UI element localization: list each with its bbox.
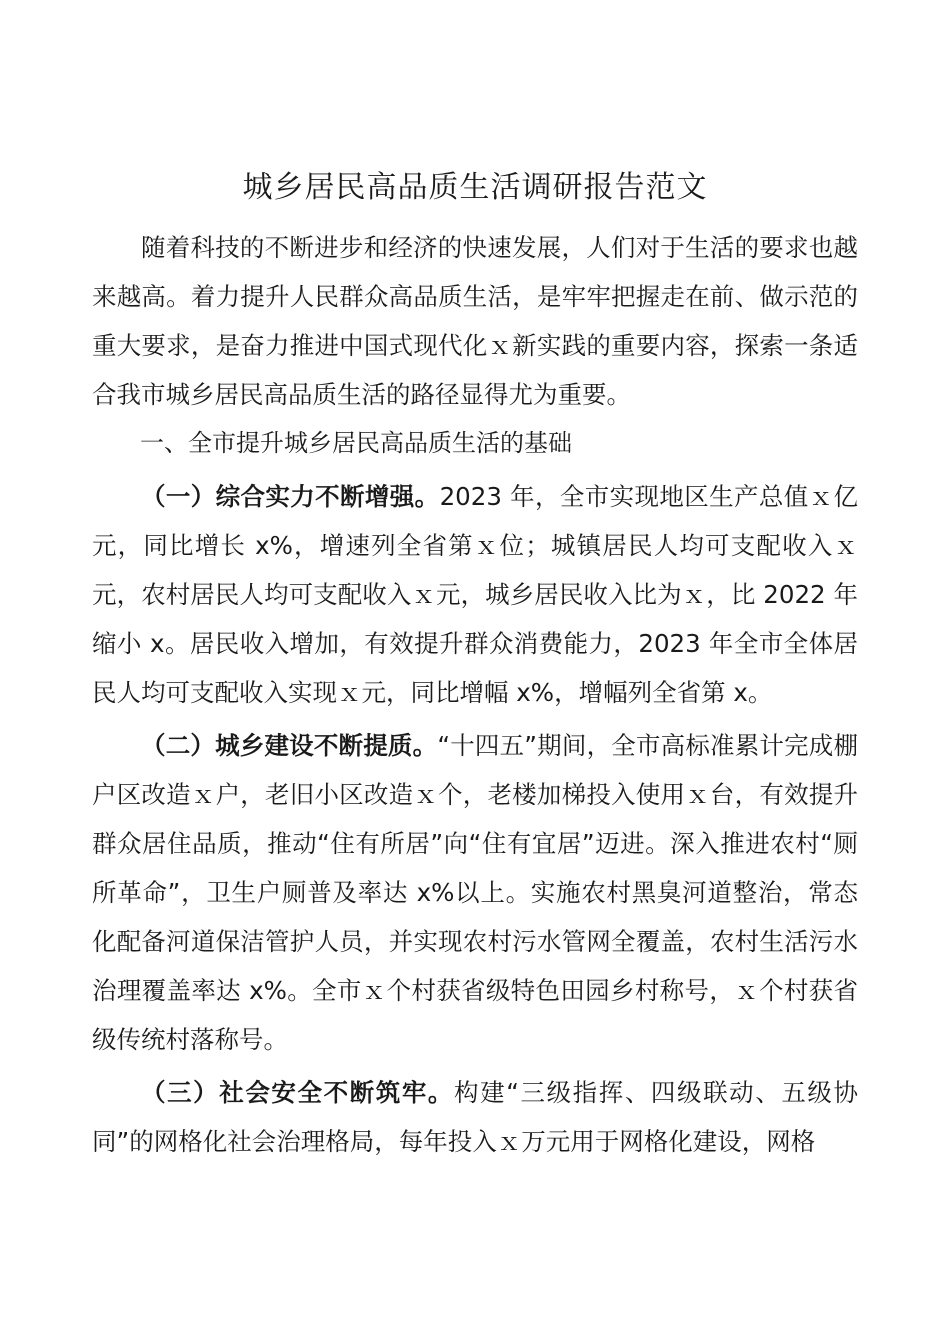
item-paragraph-2 [92, 721, 858, 1064]
item-lead-3: （三）社会安全不断筑牢。 [141, 1078, 455, 1107]
item-text-3: 构建“三级指挥、四级联动、五级协同”的网格化社会治理格局，每年投入ｘ万元用于网格化建设，网格 [92, 1078, 858, 1156]
document-title: 城乡居民高品质生活调研报告范文 [242, 170, 708, 205]
item-text-2: “十四五”期间，全市高标准累计完成棚户区改造ｘ户，老旧小区改造ｘ个，老楼加梯投入使用ｘ台，有效提升群众居住品质，推动“住有所居”向“住有宜居”迈进。深入推进农村“厕所革命”，卫生户厕普及率达 x%以上。实施农村黑臭河道整治，常态化配备河道保洁管护人员，并实现农村污水管网全覆盖，农村生活污水治理覆盖率达 x%。全市ｘ个村获省级特色田园乡村称号，ｘ个村获省级传统村落称号。 [92, 731, 858, 1054]
item-text-1: 2023 年，全市实现地区生产总值ｘ亿元，同比增长 x%，增速列全省第ｘ位；城镇居民人均可支配收入ｘ元，农村居民人均可支配收入ｘ元，城乡居民收入比为ｘ，比 2022 年缩小 x。居民收入增加，有效提升群众消费能力，2023 年全市全体居民人均可支配收入实现ｘ元，同比增幅 x%，增幅列全省第 x。 [92, 482, 859, 707]
item-paragraph-3 [92, 1068, 858, 1166]
item-lead-1: （一）综合实力不断增强。 [141, 482, 440, 511]
intro-paragraph: 随着科技的不断进步和经济的快速发展，人们对于生活的要求也越来越高。着力提升人民群众高品质生活，是牢牢把握走在前、做示范的重大要求，是奋力推进中国式现代化ｘ新实践的重要内容，探索一条适合我市城乡居民高品质生活的路径显得尤为重要。 [92, 233, 858, 409]
document-body [92, 223, 858, 1166]
item-paragraph-1 [92, 472, 858, 717]
item-lead-2: （二）城乡建设不断提质。 [141, 731, 438, 760]
section-heading-1: 一、全市提升城乡居民高品质生活的基础 [140, 429, 572, 457]
